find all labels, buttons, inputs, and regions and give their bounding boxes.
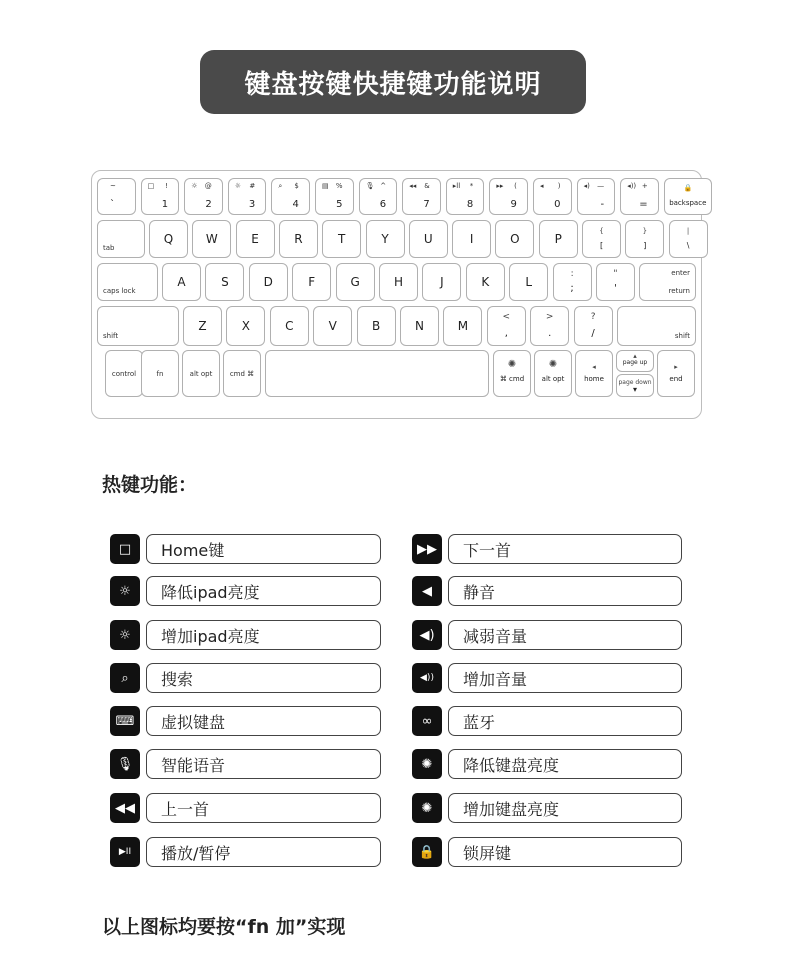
search-icon: ⌕ [110, 663, 140, 693]
key-top-label: $ [294, 182, 299, 190]
key-r2-12 [625, 220, 664, 258]
key-icon: ▸▸ [496, 182, 504, 190]
key-bottom-label: 0 [554, 199, 561, 210]
key-bottom-label: 4 [292, 199, 299, 210]
hotkey-label-right-2: 减弱音量 [448, 620, 682, 650]
key-bottom-label: 8 [466, 199, 474, 210]
key-label: enter [671, 269, 690, 277]
key-r1-5 [315, 178, 354, 215]
key-label: caps lock [103, 287, 136, 295]
square-icon: □ [110, 534, 140, 564]
hotkey-label-left-1: 降低ipad亮度 [146, 576, 381, 606]
key-r3-11 [596, 263, 635, 301]
hotkey-label-left-5: 智能语音 [146, 749, 381, 779]
key-icon: ◂)) [627, 182, 637, 190]
key-top-label: ( [514, 182, 517, 190]
key-r4-10 [574, 306, 613, 346]
key-r4-5 [357, 306, 396, 346]
key-label: K [481, 275, 490, 289]
hotkey-label-right-5: 降低键盘亮度 [448, 749, 682, 779]
keyboard-diagram [91, 170, 707, 419]
key-r1-0 [97, 178, 136, 215]
key-home [575, 350, 613, 397]
key-r3-5 [336, 263, 375, 301]
key-r4-6 [400, 306, 439, 346]
rewind-icon: ◀◀ [110, 793, 140, 823]
key-top-label: ) [557, 182, 561, 190]
key-label: I [469, 232, 474, 246]
key-page-down [616, 374, 654, 397]
arrow-up-icon: ▴ [633, 352, 637, 360]
key-label: A [177, 275, 186, 289]
hotkey-label-right-4: 蓝牙 [448, 706, 682, 736]
arrow-down-icon: ▾ [632, 385, 637, 394]
key-r1-13 [664, 178, 712, 215]
hotkey-label-left-7: 播放/暂停 [146, 837, 381, 867]
key-bottom-label: ` [110, 199, 115, 210]
microphone-icon: 🎙 [110, 749, 140, 779]
key-label: X [241, 319, 250, 333]
backlight-up-icon: ✺ [548, 359, 558, 370]
key-bottom-label: = [639, 199, 648, 210]
key-label: O [510, 232, 520, 246]
hotkey-label-left-2: 增加ipad亮度 [146, 620, 381, 650]
key-label: G [350, 275, 360, 289]
key-label: alt opt [541, 375, 565, 383]
arrow-left-icon: ◂ [592, 363, 596, 371]
key-label: shift [103, 332, 119, 340]
key-icon: ☼ [234, 182, 242, 190]
key-page-up [616, 350, 654, 372]
key-r5-1 [141, 350, 179, 397]
key-r1-4 [271, 178, 310, 215]
key-alt-right [534, 350, 572, 397]
hotkey-label-right-1: 静音 [448, 576, 682, 606]
brightness-down-icon: ☼ [110, 576, 140, 606]
key-top-label: < [502, 312, 511, 322]
key-top-label: ! [165, 182, 169, 190]
key-label: fn [156, 369, 164, 378]
key-label: D [263, 275, 273, 289]
key-label: return [668, 287, 690, 295]
section-title: 热键功能： [102, 474, 198, 496]
key-r1-10 [533, 178, 572, 215]
key-label: U [423, 232, 433, 246]
hotkey-label-right-7: 锁屏键 [448, 837, 682, 867]
key-r3-3 [249, 263, 288, 301]
key-r4-2 [226, 306, 265, 346]
key-top-label: : [570, 269, 574, 279]
key-bottom-label: ; [570, 283, 574, 294]
key-top-label: % [335, 182, 343, 190]
key-r5-2 [182, 350, 220, 397]
key-top-label: & [424, 182, 430, 190]
key-r1-12 [620, 178, 659, 215]
key-r2-5 [322, 220, 361, 258]
hotkey-label-left-4: 虚拟键盘 [146, 706, 381, 736]
key-tab [97, 220, 145, 258]
key-label: M [457, 319, 469, 333]
mute-icon: ◀ [412, 576, 442, 606]
key-r4-3 [270, 306, 309, 346]
key-bottom-label: [ [599, 241, 604, 250]
fast-forward-icon: ▶▶ [412, 534, 442, 564]
arrow-right-icon: ▸ [674, 363, 678, 371]
key-r3-7 [422, 263, 461, 301]
key-label: Y [381, 232, 389, 246]
key-label: J [440, 275, 444, 289]
key-r3-6 [379, 263, 418, 301]
key-bottom-label: - [600, 199, 605, 210]
key-bottom-label: 2 [205, 199, 212, 210]
key-r4-4 [313, 306, 352, 346]
key-icon: ◂ [540, 182, 544, 190]
hotkey-label-right-3: 增加音量 [448, 663, 682, 693]
key-bottom-label: ' [614, 283, 617, 294]
hotkey-label-right-0: 下一首 [448, 534, 682, 564]
key-r3-2 [205, 263, 244, 301]
brightness-up-icon: ☼ [110, 620, 140, 650]
key-end [657, 350, 695, 397]
key-bottom-label: backspace [669, 199, 707, 207]
key-icon: ▤ [322, 182, 329, 190]
key-label: R [294, 232, 303, 246]
key-bottom-label: . [548, 328, 552, 339]
key-label: Q [163, 232, 174, 246]
key-r1-6 [359, 178, 398, 215]
key-r1-11 [577, 178, 616, 215]
key-label: H [393, 275, 404, 289]
key-top-label: { [599, 227, 604, 235]
key-shift-left [97, 306, 179, 346]
key-bottom-label: 3 [248, 199, 256, 210]
key-top-label: > [545, 312, 554, 322]
key-r1-7 [402, 178, 441, 215]
key-top-label: " [613, 269, 618, 279]
keyboard-icon: ⌨ [110, 706, 140, 736]
key-r4-9 [530, 306, 569, 346]
volume-up-icon: ◀)) [412, 663, 442, 693]
key-top-label: # [249, 182, 256, 190]
key-label: N [415, 319, 424, 333]
page-title: 键盘按键快捷键功能说明 [244, 69, 542, 100]
key-top-label: ~ [110, 182, 116, 190]
key-enter [639, 263, 696, 301]
key-label: W [205, 232, 218, 246]
key-top-label: } [642, 227, 648, 235]
key-bottom-label: ] [643, 241, 647, 250]
key-icon: ◂◂ [409, 182, 417, 190]
volume-down-icon: ◀) [412, 620, 442, 650]
key-top-label: + [641, 182, 648, 190]
key-label: page down [618, 379, 652, 386]
bluetooth-link-icon: ∞ [412, 706, 442, 736]
key-icon: □ [147, 182, 155, 190]
key-icon: ◂) [583, 182, 590, 190]
key-label: P [554, 232, 562, 246]
key-label: cmd ⌘ [229, 369, 255, 378]
key-r1-8 [446, 178, 485, 215]
key-r2-9 [495, 220, 534, 258]
key-top-label: ? [590, 312, 596, 322]
key-r2-1 [149, 220, 188, 258]
lock-icon: 🔒 [683, 184, 693, 192]
key-caps-lock [97, 263, 158, 301]
play-pause-icon: ▶II [110, 837, 140, 867]
key-r2-10 [539, 220, 578, 258]
backlight-down-icon: ✺ [507, 359, 517, 370]
key-r3-10 [553, 263, 592, 301]
key-label: C [285, 319, 294, 333]
key-top-label: | [686, 227, 690, 235]
key-r2-4 [279, 220, 318, 258]
key-label: S [221, 275, 229, 289]
key-r1-2 [184, 178, 223, 215]
key-r5-3 [223, 350, 261, 397]
key-r1-3 [228, 178, 267, 215]
hotkey-label-left-0: Home键 [146, 534, 381, 564]
key-space [265, 350, 489, 397]
key-label: L [525, 275, 533, 289]
key-label: T [338, 232, 346, 246]
key-r3-4 [292, 263, 331, 301]
lock-icon: 🔒 [412, 837, 442, 867]
key-r2-2 [192, 220, 231, 258]
key-r3-1 [162, 263, 201, 301]
key-r1-9 [489, 178, 528, 215]
key-bottom-label: 6 [379, 199, 387, 210]
key-label: home [584, 375, 604, 383]
key-label: page up [622, 359, 648, 366]
key-label: shift [674, 332, 690, 340]
key-label: F [308, 275, 316, 289]
key-bottom-label: 1 [161, 199, 169, 210]
key-r5-0 [105, 350, 143, 397]
key-label: alt opt [189, 369, 213, 378]
title-banner [200, 50, 586, 114]
key-label: V [328, 319, 337, 333]
key-r2-6 [366, 220, 405, 258]
key-r2-7 [409, 220, 448, 258]
key-bottom-label: 7 [423, 199, 430, 210]
hotkey-label-left-3: 搜索 [146, 663, 381, 693]
backlight-up-icon: ✺ [412, 793, 442, 823]
key-bottom-label: 9 [510, 199, 517, 210]
key-r1-1 [141, 178, 180, 215]
key-icon: ☼ [191, 182, 198, 190]
key-r2-8 [452, 220, 491, 258]
key-label: control [111, 369, 137, 378]
key-r2-11 [582, 220, 621, 258]
key-r4-7 [443, 306, 482, 346]
key-r3-9 [509, 263, 548, 301]
footer-note: 以上图标均要按“fn 加”实现 [102, 916, 346, 938]
key-r3-8 [466, 263, 505, 301]
key-icon: ▸ll [452, 182, 461, 190]
key-label: end [669, 375, 683, 383]
key-top-label: — [597, 182, 605, 190]
key-top-label: @ [204, 182, 212, 190]
key-icon: 🎙 [365, 182, 375, 190]
key-cmd-right [493, 350, 531, 397]
key-label: B [371, 319, 381, 333]
key-bottom-label: \ [686, 241, 690, 250]
backlight-down-icon: ✺ [412, 749, 442, 779]
key-icon: ⌕ [278, 182, 283, 190]
key-top-label: ^ [380, 182, 387, 190]
hotkey-label-left-6: 上一首 [146, 793, 381, 823]
key-label: Z [198, 319, 207, 333]
key-r2-13 [669, 220, 708, 258]
key-r4-8 [487, 306, 526, 346]
hotkey-label-right-6: 增加键盘亮度 [448, 793, 682, 823]
key-bottom-label: 5 [336, 199, 343, 210]
key-shift-right [617, 306, 696, 346]
key-r4-1 [183, 306, 222, 346]
key-label: E [251, 232, 259, 246]
key-top-label: * [469, 182, 474, 190]
key-label: tab [103, 244, 115, 252]
key-bottom-label: , [504, 328, 508, 339]
key-r2-3 [236, 220, 275, 258]
key-label: ⌘ cmd [499, 375, 525, 383]
key-bottom-label: / [591, 328, 595, 339]
